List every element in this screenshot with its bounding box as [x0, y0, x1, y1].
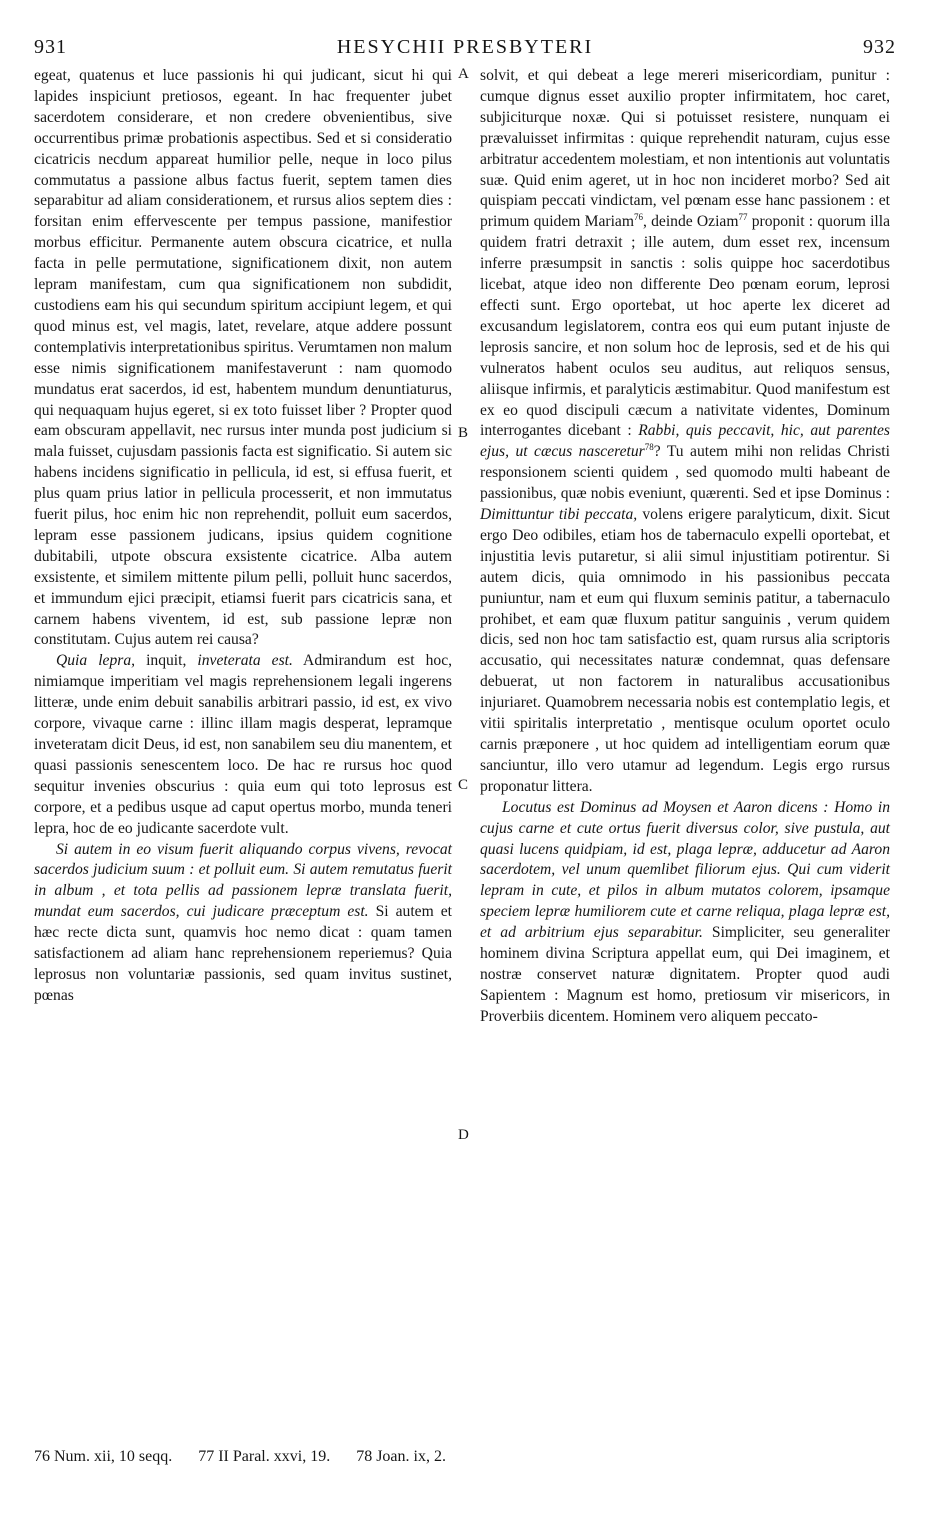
scripture-quote: Si autem in eo visum fuerit aliquando corpus vivens, revocat sacerdos judicium suum : et polluit eum. Si autem remutatus fuerit in album , et tota pellis ad passionem lepræ translata fuerit, mundat eum sacerdos, cui judicare præceptum est.: [34, 840, 452, 921]
scripture-quote: Quia lepra,: [56, 652, 136, 670]
footnote-ref: 77: [738, 212, 748, 223]
page-number-right: 932: [863, 36, 896, 58]
margin-letter-a: A: [458, 66, 469, 82]
right-paragraph-1: [480, 66, 890, 798]
scripture-quote: Dimittuntur tibi peccata,: [480, 506, 638, 524]
left-paragraph-2: [34, 651, 452, 839]
left-column: [34, 66, 452, 1007]
footnotes: [34, 1448, 896, 1466]
left-paragraph-3: [34, 840, 452, 1007]
text-run: inquit,: [135, 652, 198, 670]
footnote-ref: 76: [633, 212, 643, 223]
text-run: Si autem et hæc recte dicta sunt, quamvis hoc nemo dicat : quam tamen satisfactionem ad aliam hanc reprehensionem reperiemus? Quia leprosus non voluntariæ passionis, sed quam invitus sustinet, pœnas: [34, 903, 452, 1004]
right-column: [480, 66, 890, 1028]
page-number-left: 931: [34, 36, 67, 58]
footnote: 77 II Paral. xxvi, 19.: [198, 1448, 331, 1465]
text-run: Simpliciter, seu generaliter hominem divina Scriptura appellat eum, qui Dei imaginem, et nostræ conservet naturæ dignitatem. Propter quod audi Sapientem : Magnum est homo, pretiosum vir misericors, in Proverbiis dicentem. Hominem vero aliquem peccato-: [480, 924, 890, 1025]
text-run: solvit, et qui debeat a lege mereri misericordiam, punitur : cumque dignus esset auxilio propter infirmitatem, hoc caret, subjiciturque noxæ. Qui si potuisset resistere, nunquam ei prævaluisset infirmitas : quique reprehendit naturam, cujus esse arbitratur accedentem molestiam, et non intentionis aut voluntatis suæ. Quid enim ageret, ut in hoc non incideret morbo? Sed ait quispiam peccati vindictam, vel pœnam esse hanc passionem : et primum quidem Mariam: [480, 67, 890, 231]
left-paragraph-1: egeat, quatenus et luce passionis hi qui judicant, sicut hi qui lapides inspiciunt pretiosos, egeant. In hac frequenter jubet sacerdotem considerare, et non credere obvenientibus, sive occurrentibus primæ probationis aspectibus. Sed et si consideratio cicatricis necdum appareat humilior pelle, neque in loco pilus commutatus a passione albus factus fuerit, septem tamen dies separabitur ad aliam considerationem, et rursus alios septem dies : forsitan enim effervescente per tempus passione, manifestior morbus efficitur. Permanente autem obscura cicatrice, et nulla facta in pelle permutatione, significationem dixit, non autem lepram manifestam, cum qua significationem non subdidit, custodiens eam his qui secundum spiritum accipiunt legem, et qui quod minus est, vel magis, latet, revelare, atque addere possunt contemplativis interpretationibus spiritus. Verumtamen non malum esse nimis significationem manifestaverunt : nam quomodo mundatus erat sacerdos, id est, habentem mundum denuntiaturus, qui nequaquam hujus egeret, si ex toto fuisset liber ? Propter quod eam obscuram appellavit, nec rursus inter munda post judicium si mala fuisset, cujusdam passionis facta est significatio. Si autem sic habens incidens significatio in pellicula, id est, si effusa fuerit, et plus quam prius latior in pellicula processerit, et non immutatus fuerit pilus, hoc enim hic non reprehendit, polluit eum sacerdos, lepram esse passionem judicans, ipsius quidem cognitione dubitabili, utpote obscura exsistente cicatrice. Alba autem exsistente, et similem mittente pilum pelli, polluit hunc sacerdos, et immundum ejici præcipit, etiamsi fuerit pars cicatricis sana, et carnem habens viventem, id est, sub passione lepræ non constitutam. Cujus autem rei causa?: [34, 67, 452, 649]
scripture-quote: Locutus est Dominus ad Moysen et Aaron dicens : Homo in cujus carne et cute ortus fuerit diversus color, sive pustula, aut quasi lucens quidpiam, id est, plaga lepræ, adducetur ad Aaron sacerdotem, vel unum quemlibet filiorum ejus. Qui cum viderit lepram in cute, et pilos in album mutatos colorem, ipsamque speciem lepræ humiliorem cute et carne reliqua, plaga lepræ est, et ad arbitrium ejus separabitur.: [480, 798, 890, 942]
margin-letter-c: C: [458, 777, 469, 793]
scripture-quote: Rabbi, quis peccavit, hic, aut parentes ejus, ut cæcus nasceretur: [480, 422, 890, 461]
text-run: Admirandum est hoc, nimiamque imperitiam vel magis reprehensionem legali ingerens litteræ, unde enim debuit sanabilis arbitrari passio, id est, ex vivo corpore, vivaque carne : illinc illam magis desperat, lepramque inveteratam dicit Deus, id est, non sanabilem seu diu manentem, et quasi passionis senescentem loco. De hac re rursus hoc quod sequitur invenies obscurius : quia eum qui toto leprosus est corpore, et a pedibus usque ad caput opertus morbo, munda teneri lepra, hoc de eo judicante sacerdote vult.: [34, 652, 453, 837]
margin-letter-d: D: [458, 1127, 469, 1143]
running-title: HESYCHII PRESBYTERI: [336, 36, 594, 58]
text-run: volens erigere paralyticum, dixit. Sicut ergo Deo odibiles, etiam hos de tabernaculo expelli oportebat, et injustitia levis putaretur, si alii simul injustitiam potirentur. Si autem dicis, quia omnimodo in his passionibus peccata puniuntur, nam et eum qui fluxum seminis patitur, a tabernaculo prohibet, et eam quæ fluxum patitur sanguinis , verum quidem dicis, sed non hoc tam satisfactio est, quam rursus alia scriptoris accusatio, qui necessitates naturæ condemnat, quas defensare debuerat, ut non factorem in naturalibus accusationibus injuriaret. Quamobrem necessaria nobis est contemplatio legis, et vitii spiritalis interpretatio , mentisque oculum oportet oculo carnis præponere , ut hoc quidem ad intelligentiam eorum quæ sanciuntur, illo vero utamur ad legendum. Legis ergo rursus proponatur littera.: [480, 506, 890, 795]
text-run: proponit : quorum illa quidem fratri detraxit ; ille autem, dum esset rex, incensum inferre præsumpsit in sanctis : solis quippe hoc sacerdotibus licebat, atque ideo non differente Deo pœnam eorum, leprosi effecti sunt. Ergo oportebat, ut hoc aperte lex diceret ad excusandum legislatorem, contra eos qui eum putant injuste de leprosis sancire, et non solum hoc de leprosis, sed et de his qui vulneratos habent oculos seu auditus, aut reliquos sensus, aliisque infirmis, et paralyticis æstimabitur. Quod manifestum est ex eo quod discipuli cæcum a nativitate videntes, Dominum interrogantes dicebant :: [480, 213, 891, 440]
text-run: ? Tu autem mihi non relidas Christi responsionem scienti quidem , sed quomodo multi habeant de passionibus, quæ nobis eveniunt, quærenti. Sed et ipse Dominus :: [480, 443, 890, 503]
footnote: 78 Joan. ix, 2.: [356, 1448, 446, 1465]
footnote-ref: 78: [644, 442, 654, 453]
scripture-quote: inveterata est.: [197, 652, 293, 670]
margin-letter-b: B: [458, 425, 469, 441]
right-paragraph-2: [480, 798, 890, 1028]
text-run: , deinde Oziam: [642, 213, 739, 231]
footnote: 76 Num. xii, 10 seqq.: [34, 1448, 173, 1465]
running-header: [34, 36, 896, 62]
